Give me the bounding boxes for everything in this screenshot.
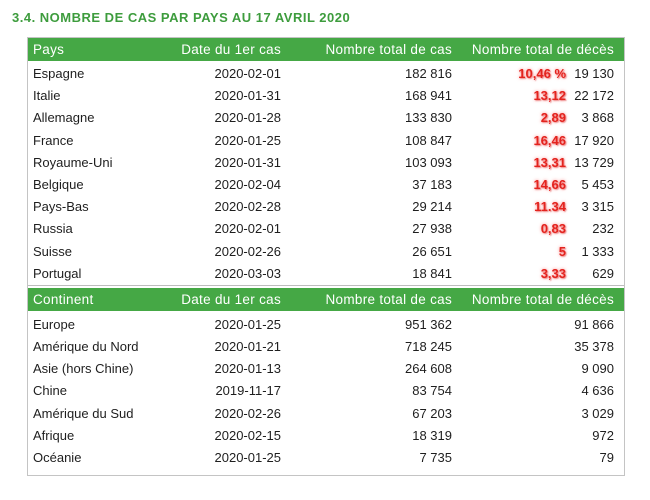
table-row: [28, 403, 624, 425]
total-deaths: 13 729: [574, 154, 614, 170]
table-row: [28, 218, 624, 240]
country-name: Suisse: [33, 243, 73, 259]
first-case-date: 2020-01-25: [214, 316, 281, 332]
continent-name: Chine: [33, 383, 67, 399]
total-deaths: 35 378: [574, 339, 614, 355]
table-row: [28, 241, 624, 263]
cases-table: [27, 37, 625, 476]
table-row: [28, 358, 624, 380]
death-rate-annotation: 2,89: [540, 110, 566, 126]
header-total-cases: Nombre total de cas: [325, 291, 452, 307]
continents-header-row: [28, 288, 624, 311]
total-cases: 264 608: [405, 361, 452, 377]
table-row: [28, 314, 624, 336]
total-cases: 83 754: [412, 383, 452, 399]
first-case-date: 2020-02-04: [214, 176, 281, 192]
country-name: France: [33, 132, 74, 148]
country-name: Italie: [33, 88, 61, 104]
table-row: [28, 380, 624, 402]
table-row: [28, 107, 624, 129]
country-name: Allemagne: [33, 110, 95, 126]
total-deaths: 3 029: [581, 405, 614, 421]
section-title: 3.4. NOMBRE DE CAS PAR PAYS AU 17 AVRIL 2020: [12, 10, 351, 25]
first-case-date: 2019-11-17: [215, 383, 281, 399]
table-row: [28, 85, 624, 107]
death-rate-annotation: 16,46: [533, 132, 566, 148]
death-rate-annotation: 13,12: [533, 88, 566, 104]
total-deaths: 972: [592, 427, 614, 443]
table-row: [28, 336, 624, 358]
country-name: Royaume-Uni: [33, 154, 113, 170]
total-cases: 108 847: [405, 132, 452, 148]
total-deaths: 1 333: [581, 243, 614, 259]
total-cases: 718 245: [405, 339, 452, 355]
death-rate-annotation: 14,66: [533, 176, 566, 192]
header-total-cases: Nombre total de cas: [325, 42, 452, 57]
continent-name: Europe: [33, 316, 75, 332]
country-name: Espagne: [33, 66, 85, 81]
table-row: [28, 63, 624, 85]
total-cases: 18 841: [412, 265, 452, 281]
total-cases: 67 203: [412, 405, 452, 421]
total-cases: 29 214: [412, 199, 452, 215]
first-case-date: 2020-02-26: [214, 243, 281, 259]
header-total-deaths: Nombre total de décès: [471, 291, 614, 307]
first-case-date: 2020-02-01: [214, 66, 281, 81]
total-cases: 182 816: [405, 66, 452, 81]
total-cases: 18 319: [412, 427, 452, 443]
total-deaths: 3 868: [581, 110, 614, 126]
first-case-date: 2020-01-13: [214, 361, 281, 377]
table-row: [28, 130, 624, 152]
continent-name: Amérique du Sud: [33, 405, 134, 421]
countries-header-row: [28, 38, 624, 61]
death-rate-annotation: 5: [558, 243, 566, 259]
header-first-case: Date du 1er cas: [181, 291, 281, 307]
first-case-date: 2020-02-01: [214, 221, 281, 237]
table-row: [28, 263, 624, 285]
total-deaths: 629: [592, 265, 614, 281]
first-case-date: 2020-01-25: [214, 132, 281, 148]
total-cases: 37 183: [412, 176, 452, 192]
header-country: Pays: [33, 42, 65, 57]
table-row: [28, 425, 624, 447]
total-deaths: 4 636: [581, 383, 614, 399]
header-first-case: Date du 1er cas: [181, 42, 281, 57]
total-deaths: 5 453: [581, 176, 614, 192]
first-case-date: 2020-02-26: [214, 405, 281, 421]
death-rate-annotation: 3,33: [540, 265, 566, 281]
section-divider: [28, 285, 624, 286]
total-deaths: 3 315: [581, 199, 614, 215]
country-name: Belgique: [33, 176, 84, 192]
death-rate-annotation: 0,83: [540, 221, 566, 237]
total-cases: 103 093: [405, 154, 452, 170]
continent-name: Afrique: [33, 427, 75, 443]
total-cases: 133 830: [405, 110, 452, 126]
first-case-date: 2020-02-15: [214, 427, 281, 443]
continent-name: Océanie: [33, 450, 82, 465]
total-cases: 7 735: [419, 450, 452, 465]
continent-name: Amérique du Nord: [33, 339, 139, 355]
total-deaths: 19 130: [574, 66, 614, 81]
table-row: [28, 447, 624, 469]
first-case-date: 2020-01-28: [214, 110, 281, 126]
first-case-date: 2020-01-21: [214, 339, 281, 355]
total-cases: 168 941: [405, 88, 452, 104]
death-rate-annotation: 10,46 %: [518, 66, 566, 81]
total-deaths: 17 920: [574, 132, 614, 148]
table-row: [28, 152, 624, 174]
table-row: [28, 196, 624, 218]
first-case-date: 2020-01-25: [214, 450, 281, 465]
first-case-date: 2020-03-03: [214, 265, 281, 281]
country-name: Portugal: [33, 265, 82, 281]
death-rate-annotation: 13,31: [533, 154, 566, 170]
country-name: Russia: [33, 221, 73, 237]
header-total-deaths: Nombre total de décès: [471, 42, 614, 57]
header-continent: Continent: [33, 291, 94, 307]
total-deaths: 22 172: [574, 88, 614, 104]
total-cases: 26 651: [412, 243, 452, 259]
first-case-date: 2020-01-31: [214, 88, 281, 104]
total-cases: 951 362: [405, 316, 452, 332]
table-row: [28, 174, 624, 196]
country-name: Pays-Bas: [33, 199, 89, 215]
death-rate-annotation: 11.34: [534, 199, 566, 215]
total-cases: 27 938: [412, 221, 452, 237]
continent-name: Asie (hors Chine): [33, 361, 134, 377]
first-case-date: 2020-01-31: [214, 154, 281, 170]
total-deaths: 232: [592, 221, 614, 237]
total-deaths: 91 866: [574, 316, 614, 332]
total-deaths: 9 090: [581, 361, 614, 377]
first-case-date: 2020-02-28: [214, 199, 281, 215]
total-deaths: 79: [599, 450, 614, 465]
